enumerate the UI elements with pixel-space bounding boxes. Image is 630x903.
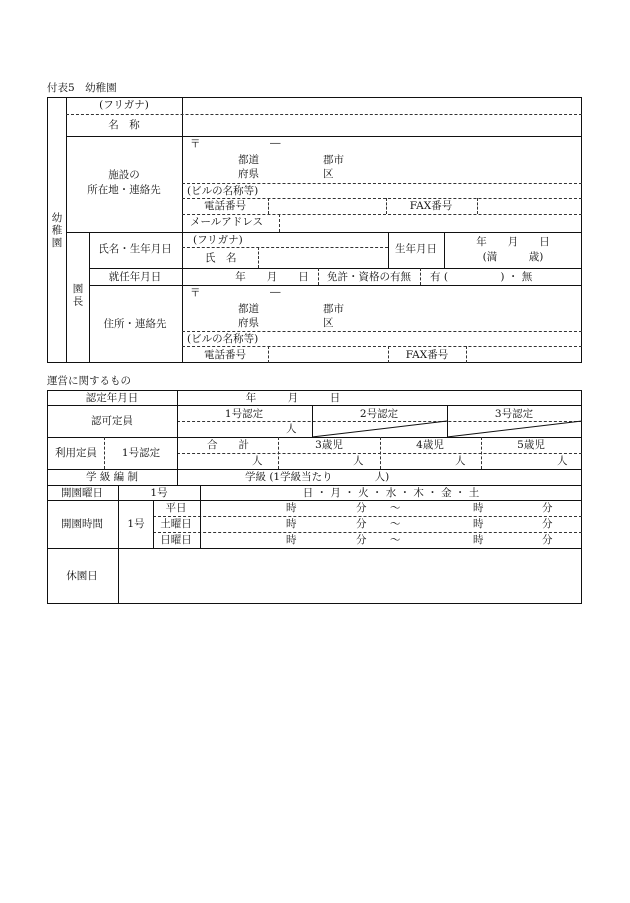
age5-person: 人 — [557, 455, 568, 467]
age4-person: 人 — [455, 455, 466, 467]
p-building-label: (ビルの名称等) — [187, 333, 259, 345]
cert1-person: 人 — [286, 423, 297, 435]
cert2-label: 2号認定 — [359, 408, 399, 420]
email-label: メールアドレス — [190, 216, 263, 228]
age3-person: 人 — [353, 455, 364, 467]
saturday-close-hour: 時 — [473, 518, 484, 530]
cert2-diagonal — [312, 421, 447, 437]
saturday-open-minute: 分 — [356, 518, 367, 530]
capacity-label: 認可定員 — [91, 415, 133, 427]
p-gunshi-1: 郡市 — [323, 303, 344, 315]
hours-type: 1号 — [127, 518, 145, 530]
weekday-label: 平日 — [165, 502, 187, 514]
cert3-label: 3号認定 — [494, 408, 534, 420]
fax-label: FAX番号 — [409, 200, 453, 212]
class-value: 学級 (1学級当たり 人) — [245, 471, 390, 483]
section2-caption: 運営に関するもの — [47, 375, 131, 387]
phone-label: 電話番号 — [204, 200, 246, 212]
sunday-close-minute: 分 — [542, 534, 553, 546]
gunshi-2: 区 — [323, 168, 334, 180]
approval-date-value: 年 月 日 — [245, 392, 341, 404]
sunday-open-hour: 時 — [286, 534, 297, 546]
section1-caption: 付表5 幼稚園 — [47, 82, 117, 94]
age-text: (満 歳) — [482, 251, 544, 263]
hours-label: 開園時間 — [61, 518, 103, 530]
appointment-date: 年 月 日 — [235, 271, 309, 283]
furigana-label: (フリガナ) — [99, 99, 149, 111]
name-label: 名 称 — [108, 119, 140, 131]
principal-furigana: (フリガナ) — [193, 234, 243, 246]
open-days-type: 1号 — [150, 487, 168, 499]
p-phone-label: 電話番号 — [204, 349, 246, 361]
sunday-tilde: ～ — [390, 534, 401, 546]
p-gunshi-2: 区 — [323, 317, 334, 329]
name-birth-label: 氏名・生年月日 — [98, 243, 172, 255]
address-label: 住所・連絡先 — [103, 318, 167, 330]
p-fax-label: FAX番号 — [405, 349, 449, 361]
appointment-label: 就任年月日 — [108, 271, 162, 283]
age5-label: 5歳児 — [517, 439, 545, 451]
cert3-diagonal — [447, 421, 582, 437]
age3-label: 3歳児 — [315, 439, 343, 451]
principal-name-label: 氏 名 — [205, 252, 237, 264]
todofuken-2: 府県 — [238, 168, 259, 180]
facility-label-2: 所在地・連絡先 — [87, 184, 161, 196]
p-postal-dash: ― — [270, 286, 281, 298]
saturday-tilde: ～ — [390, 518, 401, 530]
total-person: 人 — [252, 455, 263, 467]
postal-mark: 〒 — [190, 138, 201, 150]
kindergarten-label: 幼稚園 — [50, 212, 63, 250]
weekday-open-minute: 分 — [356, 502, 367, 514]
age4-label: 4歳児 — [416, 439, 444, 451]
birth-date: 年 月 日 — [476, 236, 550, 248]
building-label: (ビルの名称等) — [187, 185, 259, 197]
approval-date-label: 認定年月日 — [85, 392, 139, 404]
p-postal-mark: 〒 — [190, 287, 201, 299]
license-choice: 有 ( ) ・ 無 — [430, 271, 533, 283]
saturday-label: 土曜日 — [160, 518, 192, 530]
usage-cert: 1号認定 — [121, 447, 161, 459]
usage-label: 利用定員 — [55, 447, 97, 459]
weekday-close-hour: 時 — [473, 502, 484, 514]
birth-label: 生年月日 — [395, 243, 437, 255]
todofuken-1: 都道 — [238, 154, 259, 166]
total-label: 合 計 — [207, 439, 249, 451]
weekday-open-hour: 時 — [286, 502, 297, 514]
facility-label-1: 施設の — [108, 169, 140, 181]
p-todofuken-2: 府県 — [238, 317, 259, 329]
postal-dash: ― — [270, 137, 281, 149]
sunday-open-minute: 分 — [356, 534, 367, 546]
open-days-label: 開園曜日 — [61, 487, 103, 499]
sunday-label: 日曜日 — [160, 534, 192, 546]
saturday-close-minute: 分 — [542, 518, 553, 530]
weekday-tilde: ～ — [390, 502, 401, 514]
gunshi-1: 郡市 — [323, 154, 344, 166]
weekday-close-minute: 分 — [542, 502, 553, 514]
license-label: 免許・資格の有無 — [327, 271, 411, 283]
saturday-open-hour: 時 — [286, 518, 297, 530]
weekdays-text: 日 ・ 月 ・ 火 ・ 水 ・ 木 ・ 金 ・ 土 — [302, 487, 480, 499]
sunday-close-hour: 時 — [473, 534, 484, 546]
class-label: 学 級 編 制 — [85, 471, 139, 483]
closed-days-label: 休園日 — [66, 570, 98, 582]
cert1-label: 1号認定 — [224, 408, 264, 420]
principal-label: 園長 — [71, 283, 84, 308]
p-todofuken-1: 都道 — [238, 303, 259, 315]
